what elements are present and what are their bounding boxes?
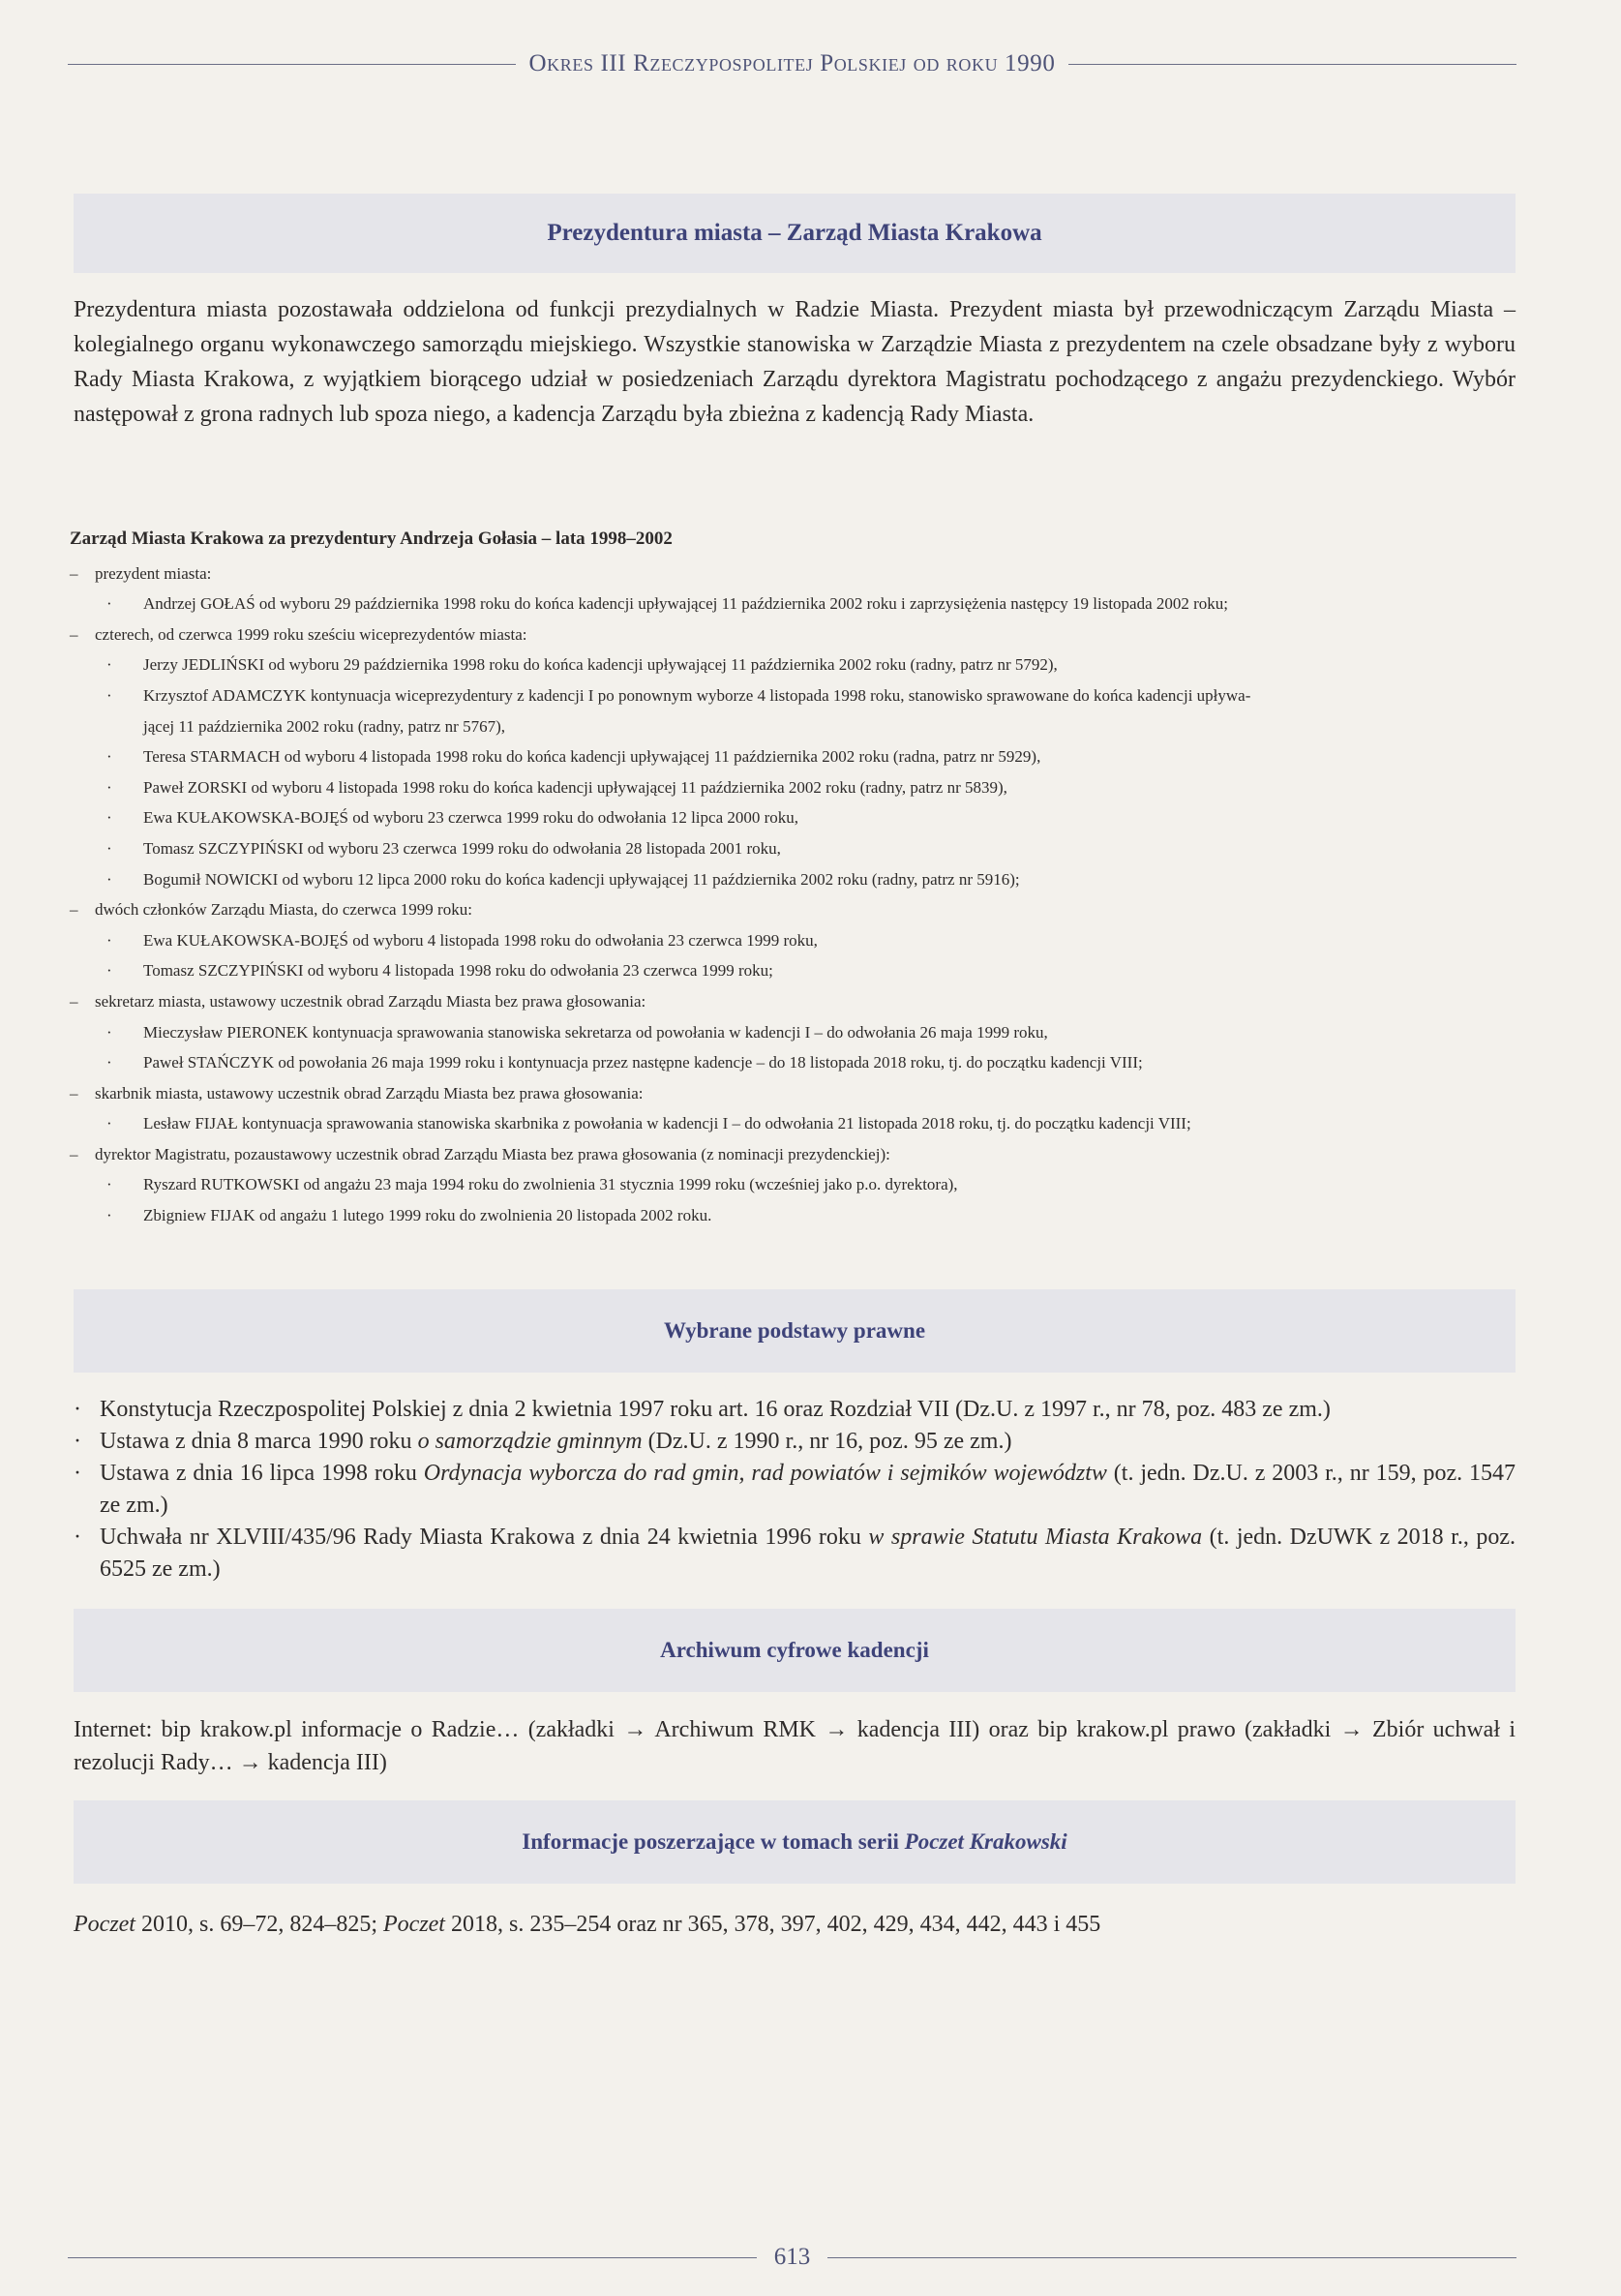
archive-text: Internet: bip krakow.pl informacje o Radzie… (zakładki → Archiwum RMK → kadencja III) oraz bip krakow.pl prawo (zakładki → Zbiór uchwał i rezolucji Rady… → kadencja III): [74, 1717, 1516, 1775]
board-group: – prezydent miasta:: [70, 563, 212, 583]
list-item: · Krzysztof ADAMCZYK kontynuacja wiceprezydentury z kadencji I po ponownym wyborze 4 listopada 1998 roku, stanowisko sprawowane do końca kadencji upływa-: [106, 685, 1251, 705]
group-label: skarbnik miasta, ustawowy uczestnik obrad Zarządu Miasta bez prawa głosowania:: [95, 1083, 644, 1103]
list-item: · Tomasz SZCZYPIŃSKI od wyboru 23 czerwca 1999 roku do odwołania 28 listopada 2001 roku,: [106, 838, 781, 858]
footer-rule-right: [827, 2257, 1516, 2258]
legal-item: · Ustawa z dnia 16 lipca 1998 roku Ordynacja wyborcza do rad gmin, rad powiatów i sejmików województw (t. jedn. Dz.U. z 2003 r., nr 159, poz. 1547 ze zm.): [74, 1461, 1516, 1518]
board-composition: [70, 524, 1521, 1231]
page-number: 613: [773, 2244, 811, 2270]
group-label: sekretarz miasta, ustawowy uczestnik obrad Zarządu Miasta bez prawa głosowania:: [95, 991, 646, 1011]
board-heading: Zarząd Miasta Krakowa za prezydentury Andrzeja Gołasia – lata 1998–2002: [70, 529, 673, 549]
board-group: – sekretarz miasta, ustawowy uczestnik obrad Zarządu Miasta bez prawa głosowania:: [70, 991, 646, 1011]
list-item: · Lesław FIJAŁ kontynuacja sprawowania stanowiska skarbnika z powołania w kadencji I – do odwołania 21 listopada 2018 roku, tj. do początku kadencji VIII;: [106, 1114, 1191, 1133]
section-heading-poczet-text: Informacje poszerzające w tomach serii Poczet Krakowski: [522, 1829, 1067, 1854]
section-heading-legal: [74, 1289, 1516, 1373]
list-item: · Jerzy JEDLIŃSKI od wyboru 29 października 1998 roku do końca kadencji upływającej 11 października 2002 roku (radny, patrz nr 5792),: [106, 655, 1058, 675]
list-item-continuation: jącej 11 października 2002 roku (radny, patrz nr 5767),: [143, 716, 506, 736]
list-item: · Ewa KUŁAKOWSKA-BOJĘŚ od wyboru 4 listopada 1998 roku do odwołania 23 czerwca 1999 roku,: [106, 930, 818, 950]
board-group: – dwóch członków Zarządu Miasta, do czerwca 1999 roku:: [70, 900, 472, 920]
legal-bases-list: [74, 1394, 1516, 1586]
legal-item: · Uchwała nr XLVIII/435/96 Rady Miasta Krakowa z dnia 24 kwietnia 1996 roku w sprawie Statutu Miasta Krakowa (t. jedn. DzUWK z 2018 r., poz. 6525 ze zm.): [74, 1525, 1516, 1582]
group-label: prezydent miasta:: [95, 563, 212, 583]
section-heading-legal-text: Wybrane podstawy prawne: [663, 1318, 926, 1343]
section-heading-presidency: [74, 194, 1516, 273]
list-item: · Tomasz SZCZYPIŃSKI od wyboru 4 listopada 1998 roku do odwołania 23 czerwca 1999 roku;: [106, 961, 773, 981]
section-heading-archive: [74, 1609, 1516, 1692]
list-item: · Ewa KUŁAKOWSKA-BOJĘŚ od wyboru 23 czerwca 1999 roku do odwołania 12 lipca 2000 roku,: [106, 808, 799, 828]
board-group: – skarbnik miasta, ustawowy uczestnik obrad Zarządu Miasta bez prawa głosowania:: [70, 1083, 644, 1103]
section-heading-presidency-text: Prezydentura miasta – Zarząd Miasta Krakowa: [547, 220, 1042, 246]
page-footer: [68, 2244, 1516, 2271]
section-heading-archive-text: Archiwum cyfrowe kadencji: [660, 1638, 929, 1662]
list-item: · Mieczysław PIERONEK kontynuacja sprawowania stanowiska sekretarza od powołania w kadencji I – do odwołania 26 maja 1999 roku,: [106, 1022, 1048, 1042]
running-header-title: Okres III Rzeczypospolitej Polskiej od roku 1990: [528, 50, 1056, 76]
poczet-references: Poczet 2010, s. 69–72, 824–825; Poczet 2018, s. 235–254 oraz nr 365, 378, 397, 402, 429, 434, 442, 443 i 455: [74, 1912, 1101, 1937]
group-label: dyrektor Magistratu, pozaustawowy uczestnik obrad Zarządu Miasta bez prawa głosowania (z nominacji prezydenckiej):: [95, 1144, 890, 1163]
section-heading-poczet: [74, 1800, 1516, 1884]
group-label: czterech, od czerwca 1999 roku sześciu wiceprezydentów miasta:: [95, 624, 527, 644]
header-rule-right: [1068, 64, 1516, 65]
list-item: · Bogumił NOWICKI od wyboru 12 lipca 2000 roku do końca kadencji upływającej 11 października 2002 roku (radny, patrz nr 5916);: [106, 869, 1020, 889]
list-item: · Andrzej GOŁAŚ od wyboru 29 października 1998 roku do końca kadencji upływającej 11 października 2002 roku i zaprzysiężenia następcy 19 listopada 2002 roku;: [106, 594, 1229, 614]
list-item: · Zbigniew FIJAK od angażu 1 lutego 1999 roku do zwolnienia 20 listopada 2002 roku.: [106, 1206, 712, 1225]
legal-item: · Ustawa z dnia 8 marca 1990 roku o samorządzie gminnym (Dz.U. z 1990 r., nr 16, poz. 95 ze zm.): [74, 1429, 1012, 1454]
list-item: · Paweł ZORSKI od wyboru 4 listopada 1998 roku do końca kadencji upływającej 11 października 2002 roku (radny, patrz nr 5839),: [106, 777, 1007, 797]
running-header: [68, 50, 1516, 77]
presidency-paragraph: Prezydentura miasta pozostawała oddzielona od funkcji prezydialnych w Radzie Miasta. Prezydent miasta był przewodniczącym Zarządu Miasta – kolegialnego organu wykonawczego samorządu miejskiego. Wszystkie stanowiska w Zarządzie Miasta z prezydentem na czele obsadzane były z wyboru Rady Miasta Krakowa, z wyjątkiem biorącego udział w posiedzeniach Zarządu dyrektora Magistratu pochodzącego z angażu prezydenckiego. Wybór następował z grona radnych lub spoza niego, a kadencja Zarządu była zbieżna z kadencją Rady Miasta.: [74, 297, 1516, 427]
footer-rule-left: [68, 2257, 757, 2258]
list-item: · Paweł STAŃCZYK od powołania 26 maja 1999 roku i kontynuacja przez następne kadencje – do 18 listopada 2018 roku, tj. do początku kadencji VIII;: [106, 1053, 1143, 1072]
board-group: – dyrektor Magistratu, pozaustawowy uczestnik obrad Zarządu Miasta bez prawa głosowania (z nominacji prezydenckiej):: [70, 1144, 890, 1163]
legal-item: · Konstytucja Rzeczpospolitej Polskiej z dnia 2 kwietnia 1997 roku art. 16 oraz Rozdział VII (Dz.U. z 1997 r., nr 78, poz. 483 ze zm.): [74, 1397, 1331, 1422]
header-rule-left: [68, 64, 516, 65]
list-item: · Teresa STARMACH od wyboru 4 listopada 1998 roku do końca kadencji upływającej 11 października 2002 roku (radna, patrz nr 5929),: [106, 747, 1041, 767]
list-item: · Ryszard RUTKOWSKI od angażu 23 maja 1994 roku do zwolnienia 31 stycznia 1999 roku (wcześniej jako p.o. dyrektora),: [106, 1175, 958, 1194]
board-group: – czterech, od czerwca 1999 roku sześciu wiceprezydentów miasta:: [70, 624, 527, 644]
group-label: dwóch członków Zarządu Miasta, do czerwca 1999 roku:: [95, 900, 472, 920]
